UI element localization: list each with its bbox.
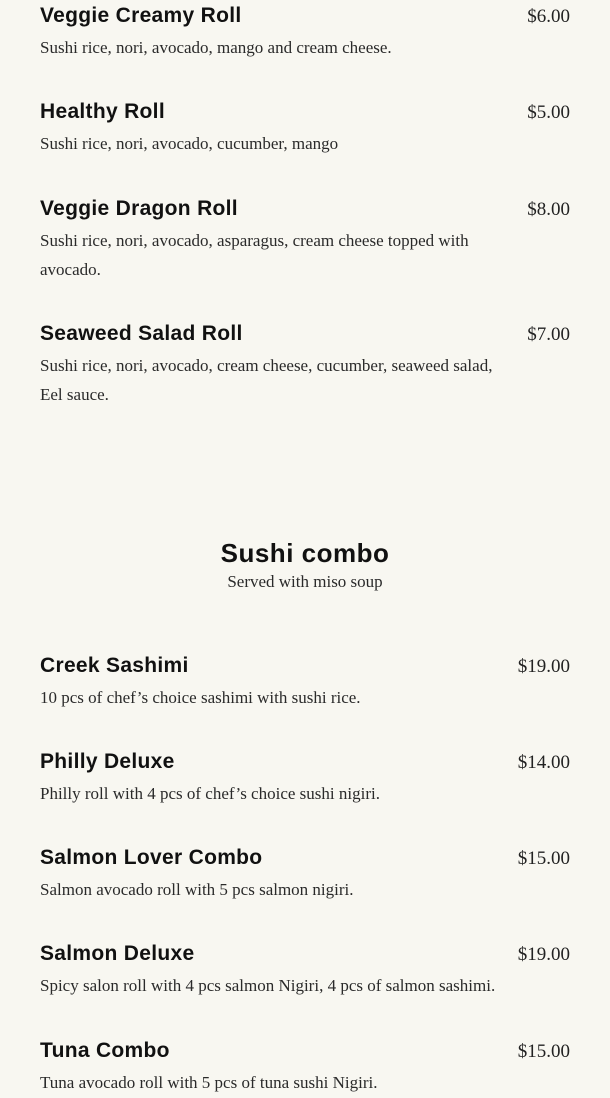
menu-item-seaweed-salad-roll <box>40 320 570 409</box>
item-name: Healthy Roll <box>40 100 165 123</box>
item-description: Sushi rice, nori, avocado, asparagus, cream cheese topped with avocado. <box>40 231 469 279</box>
item-description: Philly roll with 4 pcs of chef’s choice sushi nigiri. <box>40 784 380 803</box>
item-header <box>40 195 570 224</box>
item-name: Veggie Creamy Roll <box>40 4 242 27</box>
menu-item-healthy-roll <box>40 98 570 159</box>
item-header <box>40 844 570 873</box>
menu-item-salmon-deluxe <box>40 940 570 1001</box>
item-header <box>40 748 570 777</box>
item-name: Tuna Combo <box>40 1039 170 1062</box>
item-description: Spicy salon roll with 4 pcs salmon Nigiri, 4 pcs of salmon sashimi. <box>40 976 496 995</box>
menu-item-creek-sashimi <box>40 652 570 713</box>
item-name: Salmon Lover Combo <box>40 846 263 869</box>
item-name: Creek Sashimi <box>40 654 189 677</box>
item-price: $15.00 <box>517 1041 570 1062</box>
item-name: Salmon Deluxe <box>40 942 195 965</box>
item-price: $14.00 <box>517 752 570 773</box>
item-header <box>40 940 570 969</box>
section-subtitle: Served with miso soup <box>227 572 383 591</box>
item-price: $19.00 <box>517 944 570 965</box>
item-header <box>40 2 570 31</box>
item-price: $7.00 <box>527 324 570 345</box>
item-header <box>40 98 570 127</box>
item-price: $19.00 <box>517 656 570 677</box>
item-description: Sushi rice, nori, avocado, mango and cream cheese. <box>40 38 392 57</box>
item-name: Philly Deluxe <box>40 750 175 773</box>
menu-item-tuna-combo <box>40 1037 570 1098</box>
menu-item-salmon-lover-combo <box>40 844 570 905</box>
item-description: Sushi rice, nori, avocado, cucumber, mango <box>40 134 339 153</box>
sushi-combo-section-header <box>0 536 610 594</box>
item-description: 10 pcs of chef’s choice sashimi with sushi rice. <box>40 688 361 707</box>
item-name: Veggie Dragon Roll <box>40 197 238 220</box>
item-header <box>40 1037 570 1066</box>
item-description: Sushi rice, nori, avocado, cream cheese, cucumber, seaweed salad, Eel sauce. <box>40 356 493 404</box>
item-price: $15.00 <box>517 848 570 869</box>
item-header <box>40 652 570 681</box>
item-price: $6.00 <box>527 6 570 27</box>
item-price: $8.00 <box>527 199 570 220</box>
item-price: $5.00 <box>527 102 570 123</box>
menu-item-veggie-dragon-roll <box>40 195 570 284</box>
item-name: Seaweed Salad Roll <box>40 322 243 345</box>
item-header <box>40 320 570 349</box>
item-description: Tuna avocado roll with 5 pcs of tuna sushi Nigiri. <box>40 1073 378 1092</box>
menu-item-veggie-creamy-roll <box>40 2 570 63</box>
item-description: Salmon avocado roll with 5 pcs salmon nigiri. <box>40 880 354 899</box>
section-title: Sushi combo <box>220 538 390 568</box>
menu-item-philly-deluxe <box>40 748 570 809</box>
